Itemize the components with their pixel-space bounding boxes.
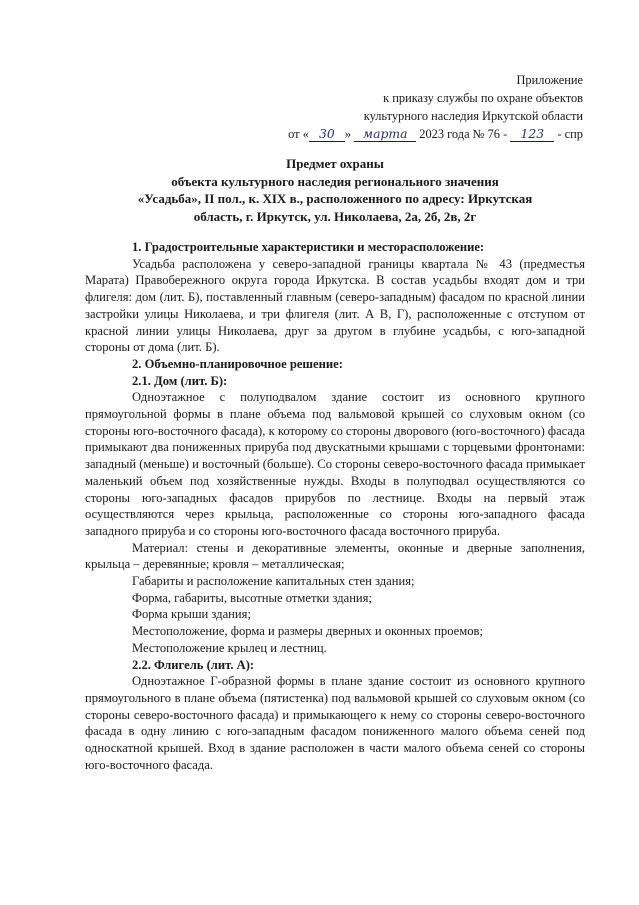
title-line-1: Предмет охраны bbox=[286, 156, 384, 171]
list-item: Местоположение крылец и лестниц. bbox=[132, 640, 327, 655]
section-1-heading: 1. Градостроительные характеристики и месторасположение: bbox=[132, 240, 485, 254]
section-2-2-text: Одноэтажное Г-образной формы в плане здание состоит из основного крупного прямоугольного в плане объема (пятистенка) под вальмовой крышей со слуховым окном (со стороны северо-восточного фасада) и примыкающего к нему со стороны северо-восточного фасада в одну линию с юго-западным фасадом пониженного малого объема сеней под односкатной крышей. Вход в здание расположен в части малого объема сеней со стороны юго-восточного фасада. bbox=[85, 674, 585, 772]
title-line-3: «Усадьба», II пол., к. XIX в., расположенного по адресу: Иркутская bbox=[137, 191, 533, 206]
annex-title: Приложение bbox=[516, 73, 583, 87]
section-2-1-material: Материал: стены и декоративные элементы, оконные и дверные заполнения, крыльца – деревянные; кровля – металлическая; bbox=[85, 540, 585, 572]
date-mid: » bbox=[344, 127, 352, 141]
annex-header bbox=[288, 71, 583, 143]
annex-agency-line: культурного наследия Иркутской области bbox=[363, 109, 583, 123]
title-line-4: область, г. Иркутск, ул. Николаева, 2а, 2б, 2в, 2г bbox=[193, 208, 477, 224]
annex-date-line bbox=[288, 125, 583, 143]
handwritten-day: 30 bbox=[309, 127, 345, 142]
section-1-text: Усадьба расположена у северо-западной границы квартала № 43 (предместья Марата) Правобережного округа города Иркутска. В состав усадьбы входят дом и три флигеля: дом (лит. Б), поставленный главным (северо-западным) фасадом по красной линии застройки улицы Николаева, и три флигеля (лит. А В, Г), расположенные с отступом от красной линии улицы Николаева, друг за другом в глубине усадьбы, с юго-западной стороны от дома (лит. Б). bbox=[85, 256, 585, 355]
section-2-1-text: Одноэтажное с полуподвалом здание состоит из основного крупного прямоугольной формы в плане объема под вальмовой крышей со слуховым окном (со стороны юго-восточного фасада), к которому со стороны дворового (юго-восточного) фасада примыкают два пониженных прируба под двускатными крышами с торцевыми фронтонами: западный (меньше) и восточный (больше). Со стороны северо-восточного фасада примыкает маленький объем под хозяйственные нужды. Входы в полуподвал осуществляются со стороны юго-западных фасадов прирубов по лестнице. Входы на первый этаж осуществляются через крыльца, расположенные со стороны юго-западного фасада западного прируба и со стороны юго-восточного фасада восточного прируба. bbox=[85, 390, 585, 538]
list-item: Местоположение, форма и размеры дверных и оконных проемов; bbox=[132, 624, 483, 639]
section-2-heading: 2. Объемно-планировочное решение: bbox=[132, 356, 343, 371]
handwritten-number: 123 bbox=[510, 127, 554, 142]
handwritten-month: марта bbox=[354, 127, 416, 142]
list-item: Форма, габариты, высотные отметки здания; bbox=[132, 590, 372, 605]
section-2-1-heading: 2.1. Дом (лит. Б): bbox=[132, 373, 228, 388]
annex-order-line: к приказу службы по охране объектов bbox=[383, 91, 583, 105]
document-body bbox=[85, 236, 585, 774]
title-line-2: объекта культурного наследия регионального значения bbox=[171, 173, 499, 189]
section-2-2-heading: 2.2. Флигель (лит. А): bbox=[132, 657, 255, 672]
list-item: Габариты и расположение капитальных стен здания; bbox=[132, 574, 415, 589]
date-suffix: - спр bbox=[557, 127, 583, 141]
date-year: 2023 года № 76 - bbox=[419, 127, 508, 141]
document-title bbox=[85, 155, 585, 225]
list-item: Форма крыши здания; bbox=[132, 607, 251, 622]
date-prefix: от « bbox=[288, 127, 309, 141]
